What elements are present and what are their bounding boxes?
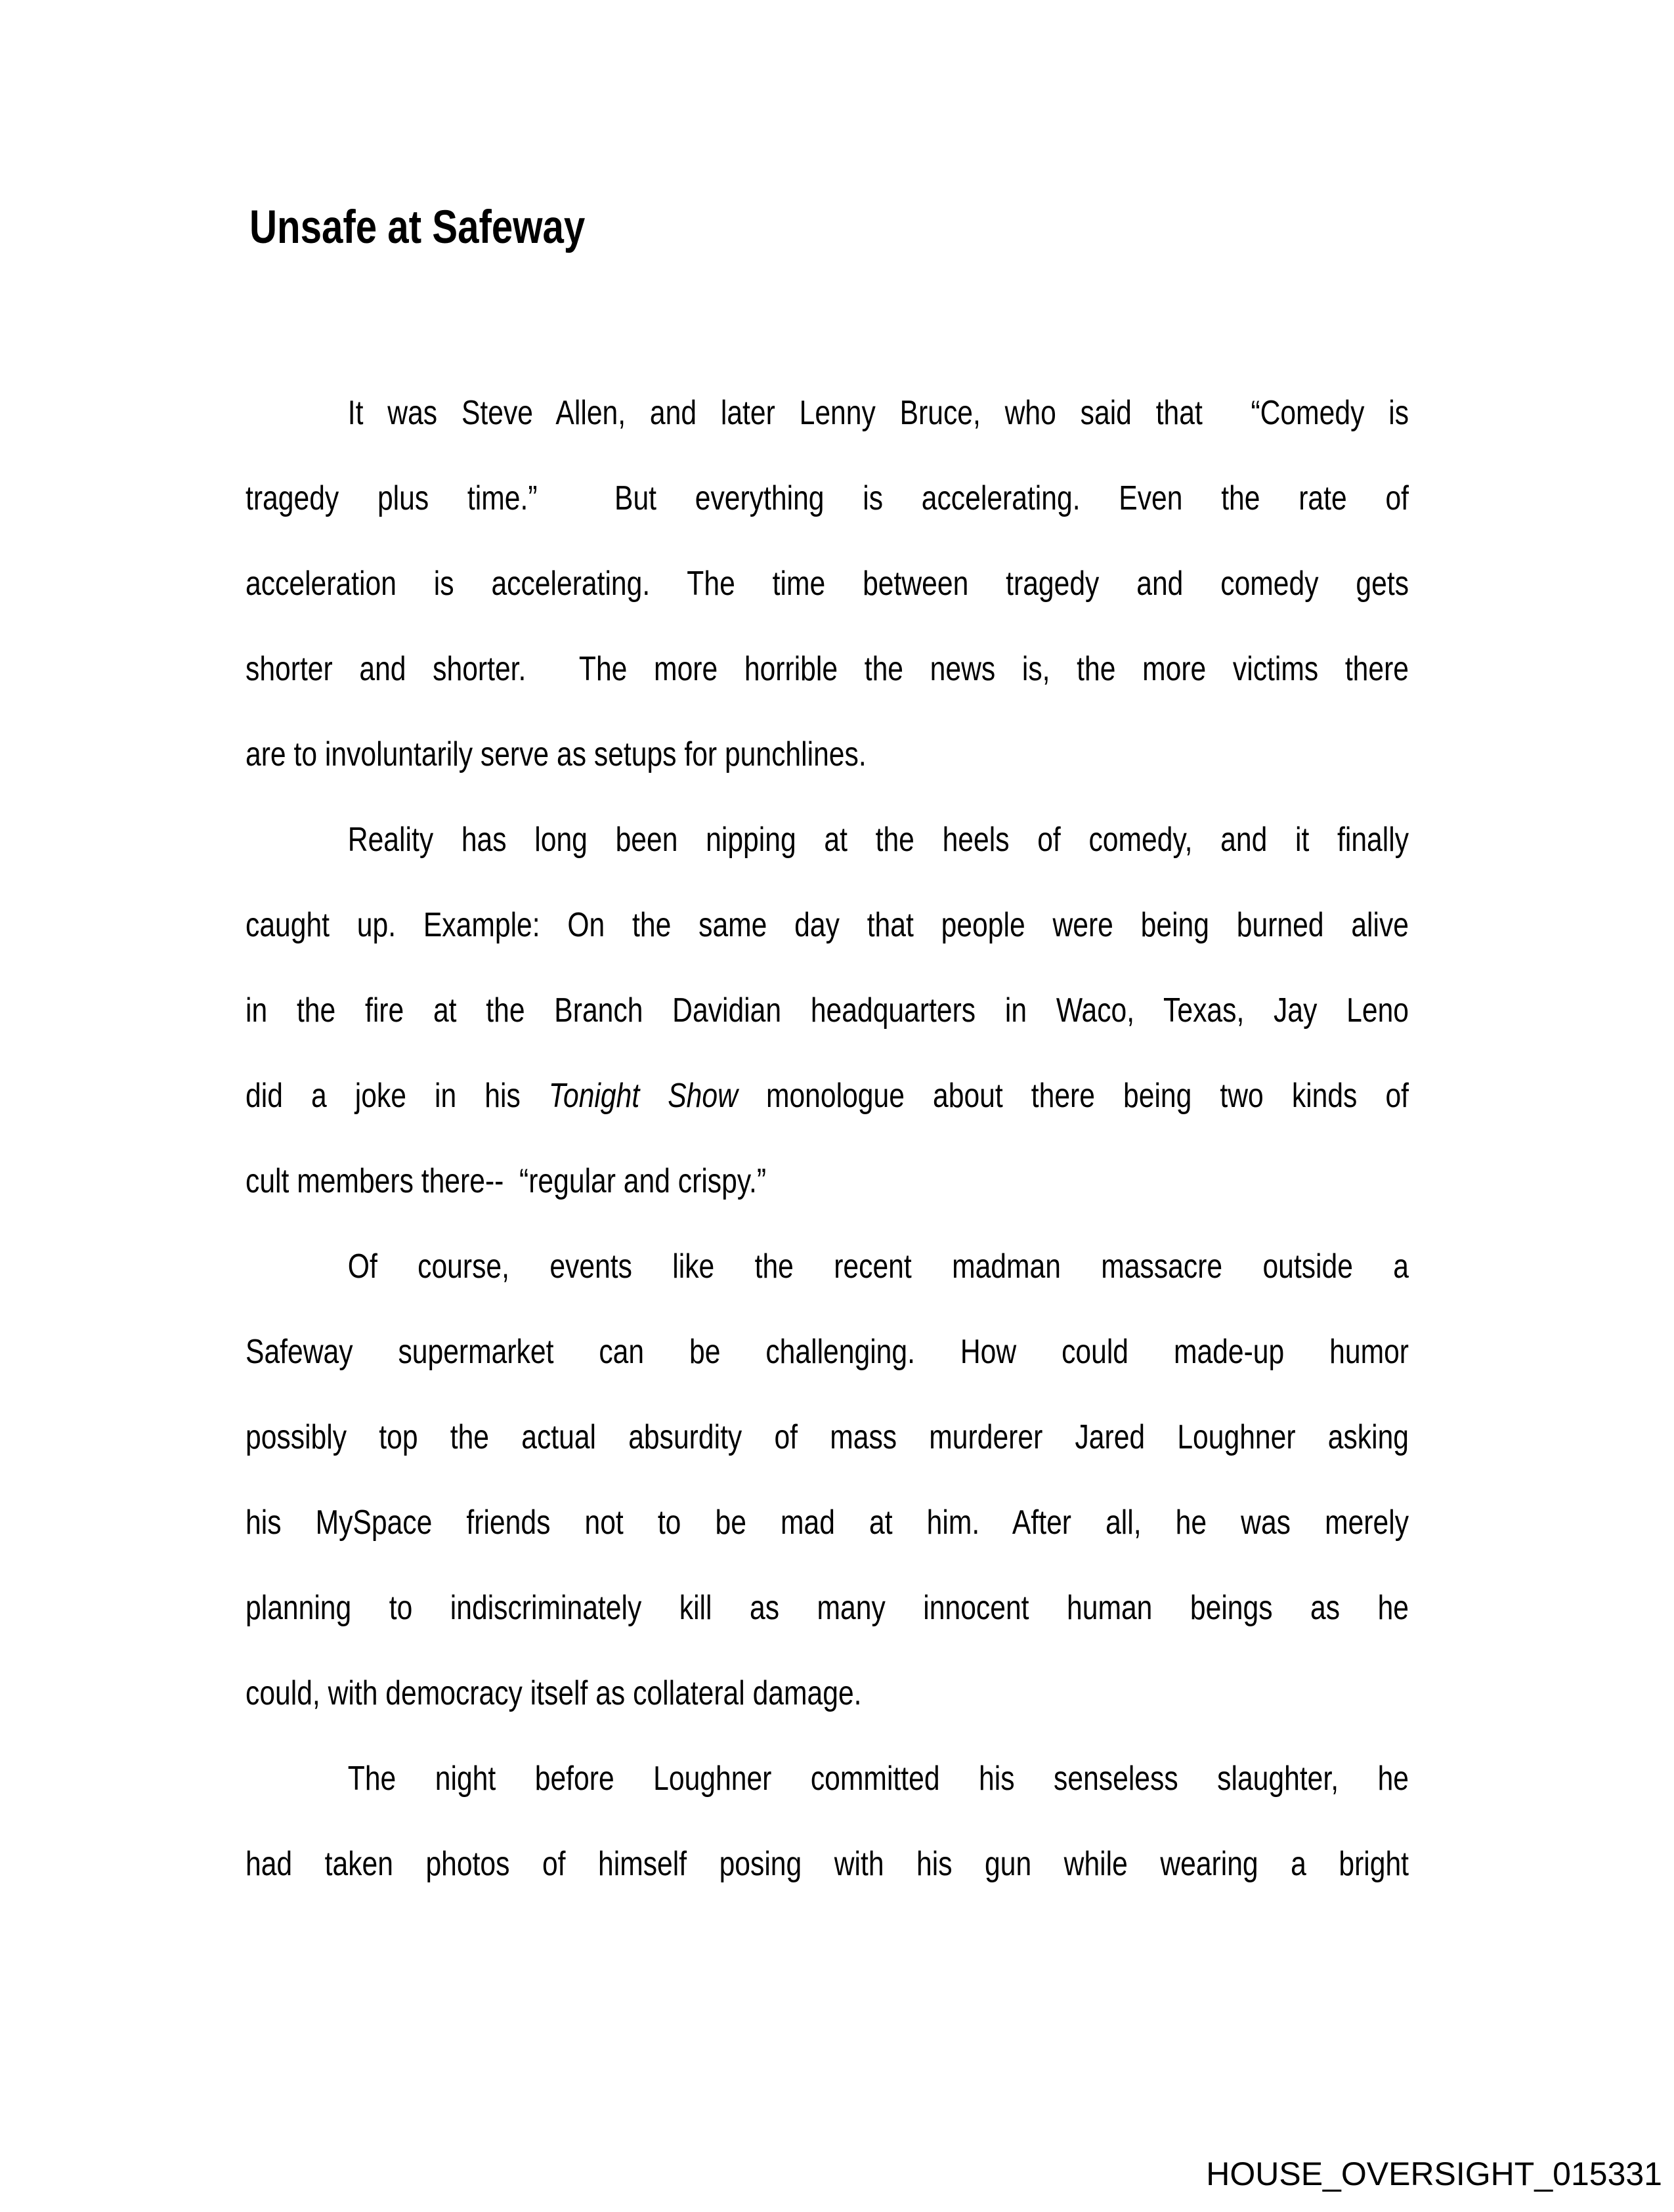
text-line: The night before Loughner committed his senseless slaughter, he <box>347 1760 1409 1798</box>
document-title: Unsafe at Safeway <box>249 202 586 253</box>
text-line: cult members there-- “regular and crispy.” <box>246 1162 767 1200</box>
text-line: his MySpace friends not to be mad at him. After all, he was merely <box>246 1504 1409 1542</box>
text-line: tragedy plus time.” But everything is accelerating. Even the rate of <box>246 479 1409 517</box>
text-line: planning to indiscriminately kill as many innocent human beings as he <box>246 1589 1409 1627</box>
text-line: Safeway supermarket can be challenging. How could made-up humor <box>246 1333 1409 1371</box>
bates-number: HOUSE_OVERSIGHT_015331 <box>1206 2156 1662 2192</box>
text-line: did a joke in his Tonight Show monologue about there being two kinds of <box>246 1077 1409 1115</box>
text-line: could, with democracy itself as collateral damage. <box>246 1674 862 1712</box>
text-line: had taken photos of himself posing with his gun while wearing a bright <box>246 1845 1409 1883</box>
text-line: acceleration is accelerating. The time between tragedy and comedy gets <box>246 565 1409 603</box>
text-line: caught up. Example: On the same day that people were being burned alive <box>246 906 1409 944</box>
text-line: shorter and shorter. The more horrible the news is, the more victims there <box>246 650 1409 688</box>
document-body <box>246 370 1409 1907</box>
text-line: Of course, events like the recent madman massacre outside a <box>347 1247 1409 1286</box>
text-line: in the fire at the Branch Davidian headquarters in Waco, Texas, Jay Leno <box>246 991 1409 1030</box>
text-line: possibly top the actual absurdity of mass murderer Jared Loughner asking <box>246 1418 1409 1456</box>
text-line: It was Steve Allen, and later Lenny Bruce, who said that “Comedy is <box>347 394 1409 432</box>
text-line: are to involuntarily serve as setups for punchlines. <box>246 735 867 773</box>
text-line: Reality has long been nipping at the heels of comedy, and it finally <box>347 821 1409 859</box>
